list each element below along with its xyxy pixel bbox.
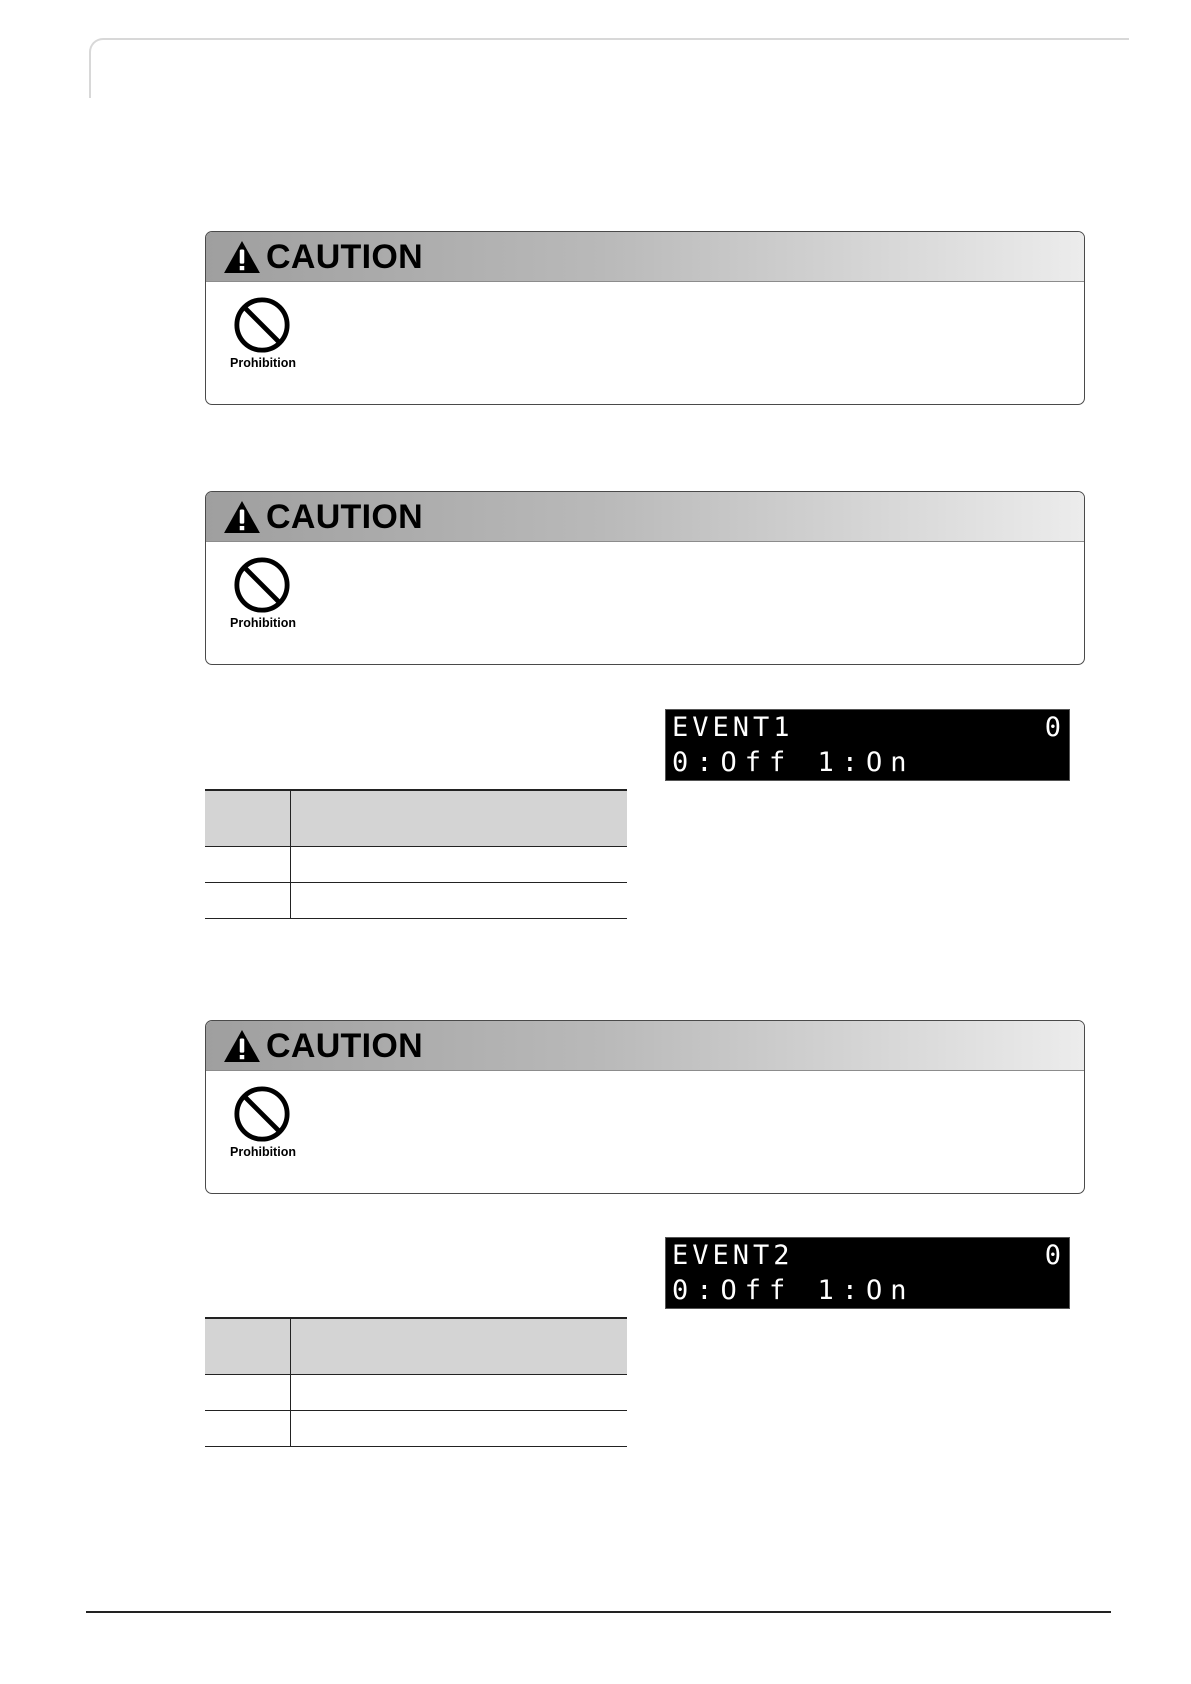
caution-title: CAUTION — [266, 1026, 423, 1065]
table-row — [205, 1375, 627, 1411]
prohibition-label: Prohibition — [230, 356, 296, 370]
caution-box — [205, 491, 1085, 665]
table-header-cell — [205, 790, 291, 847]
table-row — [205, 1411, 627, 1447]
page-header-frame — [89, 38, 1129, 98]
lcd-value: 0 — [1044, 1240, 1061, 1271]
table-row — [205, 883, 627, 919]
table-cell — [291, 883, 628, 919]
table-cell — [291, 847, 628, 883]
prohibition-label: Prohibition — [230, 616, 296, 630]
table-header-row — [205, 790, 627, 847]
table-cell — [205, 1375, 291, 1411]
lcd-value: 0 — [1044, 712, 1061, 743]
footer-rule — [86, 1611, 1111, 1613]
caution-header — [206, 232, 1084, 282]
lcd-title: EVENT2 — [672, 1240, 794, 1271]
caution-box — [205, 231, 1085, 405]
table-header-cell — [205, 1318, 291, 1375]
prohibition-symbol — [230, 296, 294, 370]
caution-title: CAUTION — [266, 497, 423, 536]
prohibition-symbol — [230, 556, 294, 630]
warning-triangle-icon — [223, 1029, 261, 1063]
setting-table — [205, 1317, 627, 1447]
warning-triangle-icon — [223, 500, 261, 534]
lcd-options: 0:Off 1:On — [672, 1275, 915, 1306]
prohibition-label: Prohibition — [230, 1145, 296, 1159]
prohibition-symbol — [230, 1085, 294, 1159]
setting-table — [205, 789, 627, 919]
warning-triangle-icon — [223, 240, 261, 274]
table-header-cell — [291, 790, 628, 847]
caution-title: CAUTION — [266, 237, 423, 276]
lcd-display-event2 — [665, 1237, 1070, 1309]
table-header-cell — [291, 1318, 628, 1375]
lcd-display-event1 — [665, 709, 1070, 781]
caution-header — [206, 1021, 1084, 1071]
caution-box — [205, 1020, 1085, 1194]
table-cell — [291, 1375, 628, 1411]
table-cell — [205, 1411, 291, 1447]
prohibition-icon — [233, 556, 291, 614]
lcd-options: 0:Off 1:On — [672, 747, 915, 778]
lcd-title: EVENT1 — [672, 712, 794, 743]
prohibition-icon — [233, 296, 291, 354]
table-row — [205, 847, 627, 883]
caution-header — [206, 492, 1084, 542]
table-cell — [205, 883, 291, 919]
table-cell — [205, 847, 291, 883]
prohibition-icon — [233, 1085, 291, 1143]
table-header-row — [205, 1318, 627, 1375]
table-cell — [291, 1411, 628, 1447]
